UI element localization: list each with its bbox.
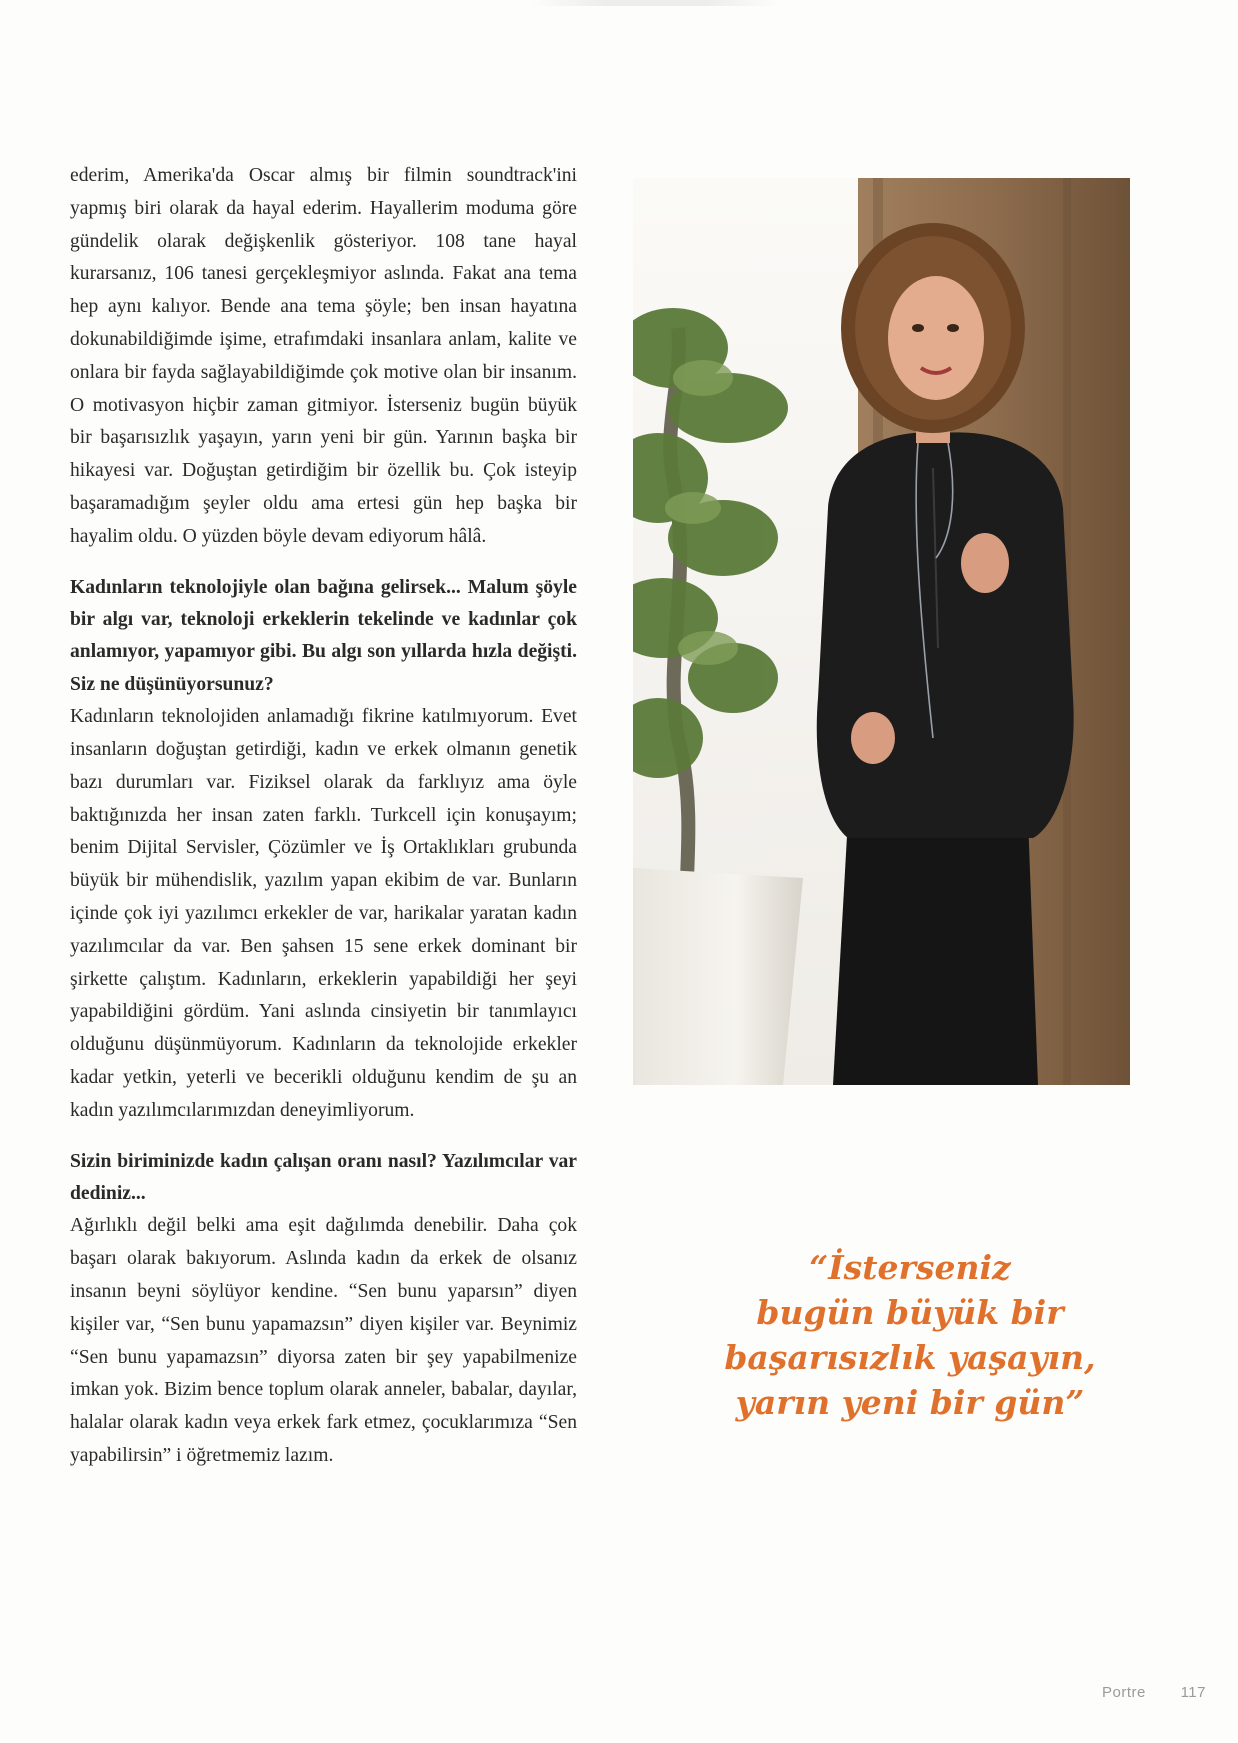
pull-quote-line: yarın yeni bir gün” <box>735 1383 1085 1422</box>
interview-answer: Kadınların teknolojiden anlamadığı fikrine katılmıyorum. Evet insanların doğuştan getirdiği, kadın ve erkek olmanın genetik bazı durumları var. Fiziksel olarak da farklıyız ama öyle baktığınızda her insan zaten farklı. Turkcell için konuşayım; benim Dijital Servisler, Çözümler ve İş Ortaklıkları grubunda büyük bir mühendislik, yazılım yapan ekibim de var. Bunların içinde çok iyi yazılımcı erkekler de var, harikalar yaratan kadın yazılımcılar da var. Ben şahsen 15 sene erkek dominant bir şirkette çalıştım. Kadınların, erkeklerin yapabildiği her şeyi yapabildiğini gördüm. Yani aslında cinsiyetin bir tanımlayıcı olduğunu düşünmüyorum. Kadınların da teknolojide erkekler kadar yetkin, yeterli ve becerikli olduğunu kendim de şu an kadın yazılımcılarımızdan deneyimliyorum. <box>70 706 577 1121</box>
pull-quote-line: bugün büyük bir <box>756 1293 1064 1332</box>
interview-question: Kadınların teknolojiyle olan bağına gelirsek... Malum şöyle bir algı var, teknoloji erkeklerin tekelinde ve kadınlar çok anlamıyor, yapamıyor gibi. Bu algı son yıllarda hızla değişti. Siz ne düşünüyorsunuz? <box>70 576 577 695</box>
interview-answer: Ağırlıklı değil belki ama eşit dağılımda denebilir. Daha çok başarı olarak bakıyorum. Aslında kadın da erkek de olsanız insanın beyni söylüyor kendine. “Sen bunu yaparsın” diyen kişiler var, “Sen bunu yapamazsın” diyen kişiler var. Beynimiz “Sen bunu yapamazsın” diyorsa zaten bir şey yapabilmenize imkan yok. Bizim bence toplum olarak anneler, babalar, dayılar, halalar olarak kadın veya erkek fark etmez, çocuklarımıza “Sen yapabilirsin” i öğretmemiz lazım. <box>70 1215 577 1466</box>
page-footer <box>1102 1684 1206 1701</box>
interview-question: Sizin biriminizde kadın çalışan oranı nasıl? Yazılımcılar var dediniz... <box>70 1150 577 1204</box>
pull-quote <box>690 1245 1130 1425</box>
paragraph-intro: ederim, Amerika'da Oscar almış bir filmin soundtrack'ini yapmış biri olarak da hayal ederim. Hayallerim moduma göre gündelik olarak değişkenlik gösteriyor. 108 tane hayal kurarsanız, 106 tanesi gerçekleşmiyor aslında. Fakat ana tema hep aynı kalıyor. Bende ana tema şöyle; ben insan hayatına dokunabildiğimde işime, etrafımdaki insanlara anlam, kalite ve onlara bir fayda sağlayabildiğimde çok motive olan bir insanım. O motivasyon hiçbir zaman gitmiyor. İsterseniz bugün büyük bir başarısızlık yaşayın, yarın yeni bir gün. Yarının başka bir hikayesi var. Doğuştan getirdiğim bir özellik bu. Çok isteyip başaramadığım şeyler oldu ama ertesi gün hep başka bir hayalim oldu. O yüzden böyle devam ediyorum hâlâ. <box>70 165 577 547</box>
section-name: Portre <box>1102 1684 1146 1701</box>
pull-quote-line: başarısızlık yaşayın, <box>724 1338 1096 1377</box>
page-number: 117 <box>1180 1684 1206 1701</box>
portrait-illustration <box>633 178 1130 1085</box>
pull-quote-line: “İsterseniz <box>809 1248 1011 1287</box>
top-edge-mark <box>530 0 780 6</box>
portrait-photo <box>633 178 1130 1085</box>
article-column <box>70 160 577 1473</box>
